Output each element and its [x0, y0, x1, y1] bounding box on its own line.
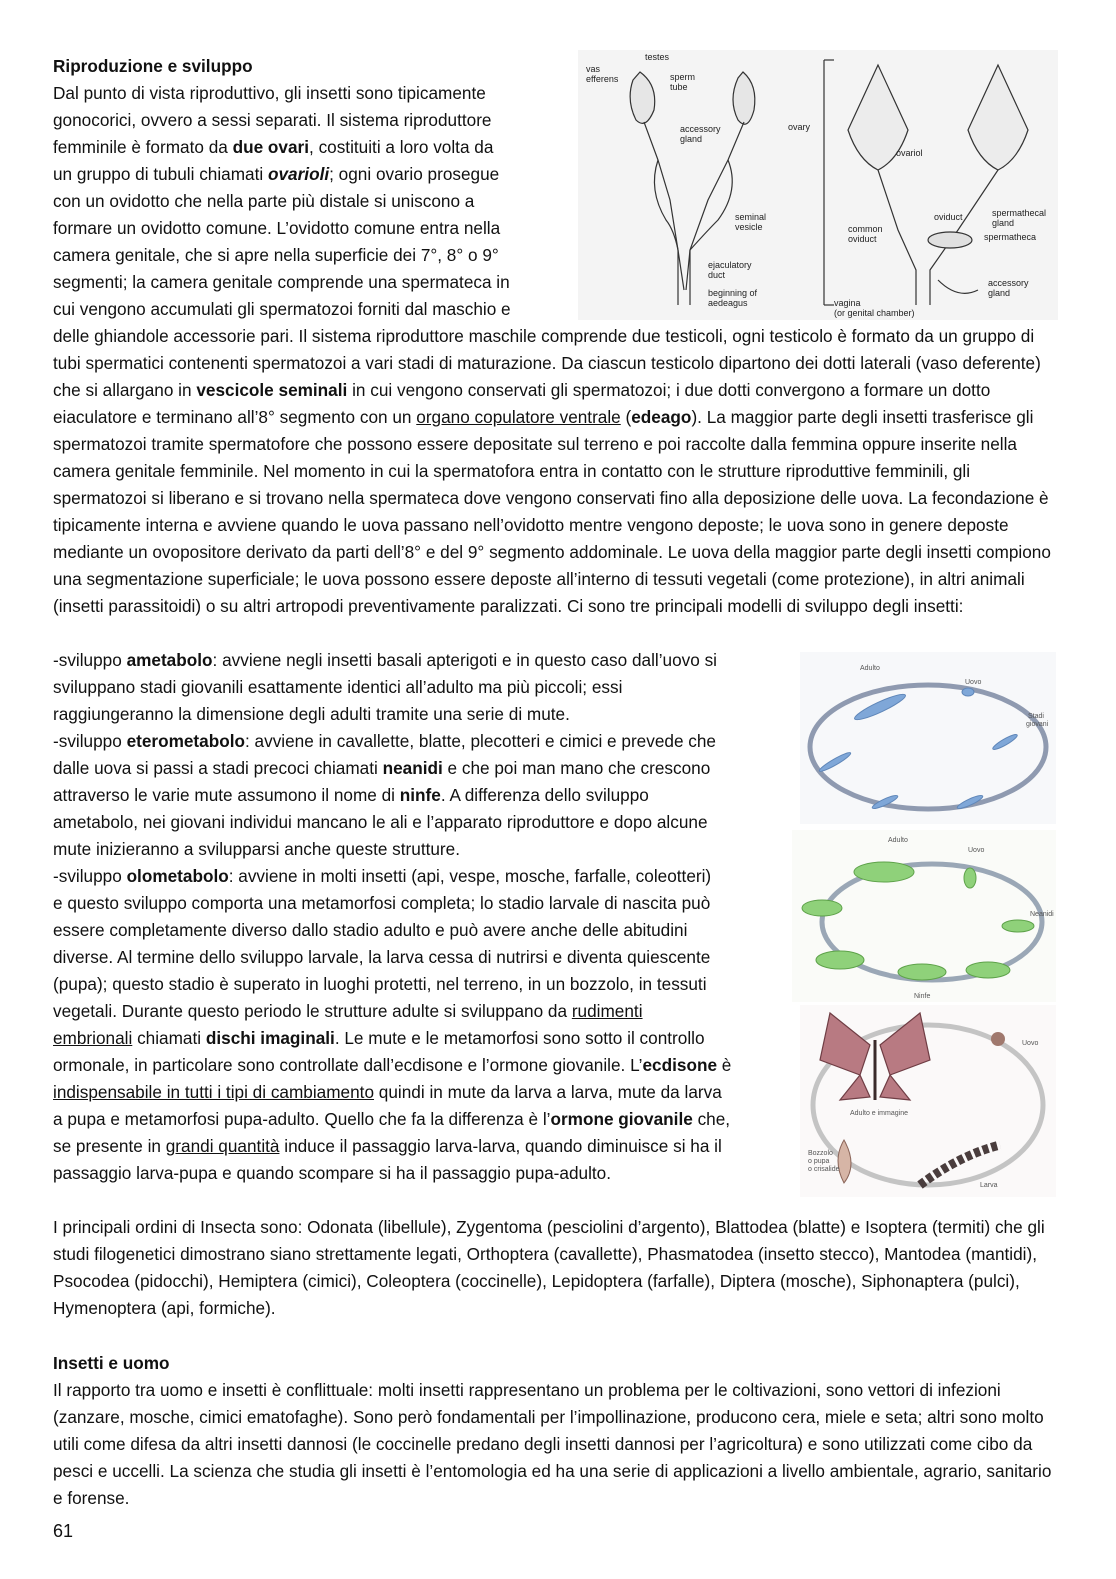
text-line: -sviluppo ametabolo: avviene negli insetti basali apterigoti e in questo caso dall’uovo si — [53, 650, 718, 670]
paragraph-repro: delle ghiandole accessorie pari. Il sistema riproduttore maschile comprende due testicoli, ogni testicolo è formato da un gruppo di tubi spermatici contenenti spermatozoi a vari stadi di maturazione. Da ciascun testicolo dipartono dei dotti laterali (vaso deferente) che si allargano in vescicole seminali in cui vengono conservati gli spermatozoi; i due dotti convergono a formare un dotto eiaculatore e terminano all’8° segmento con un organo copulatore ventrale (edeago). La maggior parte degli insetti trasferisce gli spermatozoi tramite spermatofore che possono essere depositate sul terreno e poi raccolte dalla femmina oppure inserite nella camera genitale femminile. Nel momento in cui la spermatofora entra in contatto con le strutture riproduttive femminili, gli spermatozoi si liberano e si trovano nella spermateca dove vengono conservati fino alla deposizione delle uova. La fecondazione è tipicamente interna e avviene quando le uova passano nell’ovidotto mentre vengono deposte; le uova sono in genere deposte mediante un ovopositore derivato da parti dell’8° e del 9° segmento addominale. Le uova della maggior parte degli insetti compiono una segmentazione superficiale; le uova possono essere deposte all’interno di tessuti vegetali (come protezione), in altri animali (insetti parassitoidi) o su altri artropodi preventivamente paralizzati. Ci sono tre principali modelli di sviluppo degli insetti: — [53, 326, 1051, 616]
text-line: sviluppano stadi giovanili esattamente identici all’adulto ma più piccoli; essi — [53, 677, 623, 697]
label-gland: gland — [680, 134, 703, 144]
label-sperm: sperm — [670, 72, 696, 82]
label-adulto-olo: Adulto e immagine — [850, 1110, 908, 1117]
text-line: femminile è formato da due ovari, costituiti a loro volta da — [53, 137, 494, 157]
label-neanidi: Neanidi — [1030, 911, 1054, 918]
label-larva: Larva — [980, 1182, 998, 1189]
label-ninfe: Ninfe — [914, 993, 931, 1000]
label-ovary: ovary — [788, 122, 811, 132]
label-adulto: Adulto — [860, 665, 880, 672]
label-gland-f2: gland — [988, 288, 1011, 298]
label-uovo-etero: Uovo — [968, 847, 985, 854]
label-uovo: Uovo — [965, 679, 982, 686]
label-giovani: giovani — [1026, 721, 1049, 728]
text-line: mute inizieranno a svilupparsi anche queste strutture. — [53, 839, 460, 859]
text-line: passaggio larva-pupa e quando scompare si ha il passaggio pupa-adulto. — [53, 1163, 612, 1183]
label-crisalide: o crisalide — [808, 1166, 840, 1173]
text-line: -sviluppo olometabolo: avviene in molti insetti (api, vespe, mosche, farfalle, coleotteri) — [53, 866, 712, 886]
text-line: camera genitale, che si apre nella superficie dei 7°, 8° o 9° — [53, 245, 499, 265]
label-seminal: seminal — [735, 212, 767, 222]
text-line: raggiungeranno la dimensione degli adulti tramite una serie di mute. — [53, 704, 570, 724]
text-line: segmenti; la camera genitale comprende una spermateca in — [53, 272, 510, 292]
label-efferens: efferens — [586, 74, 619, 84]
label-ejaculatory: ejaculatory — [708, 260, 752, 270]
text-line: e questo sviluppo comporta una metamorfosi completa; lo stadio larvale di nascita può — [53, 893, 711, 913]
text-line: vegetali. Durante questo periodo le strutture adulte si sviluppano da rudimenti — [53, 1001, 643, 1021]
label-adulto-etero: Adulto — [888, 837, 908, 844]
text-line: (pupa); questo stadio è superato in luoghi protetti, nel terreno, in un bozzolo, in tessuti — [53, 974, 707, 994]
text-line: embrionali chiamati dischi imaginali. Le mute e le metamorfosi sono sotto il controllo — [53, 1028, 705, 1048]
text-line: ormonale, in particolare sono controllate dall’ecdisone e l’ormone giovanile. L’ecdisone è — [53, 1055, 732, 1075]
label-spermathecal: spermathecal — [992, 208, 1047, 218]
text-line: gonocorici, ovvero a sessi separati. Il sistema riproduttore — [53, 110, 492, 130]
section-title-insetti-uomo: Insetti e uomo — [53, 1353, 170, 1373]
paragraph-orders: I principali ordini di Insecta sono: Odonata (libellule), Zygentoma (pesciolini d’argento), Blattodea (blatte) e Isoptera (termiti) che gli studi filogenetici dimostrano siano strettamente legati, Orthoptera (cavallette), Phasmatodea (insetto stecco), Mantodea (mantidi), Psocodea (pidocchi), Hemiptera (cimici), Coleoptera (coccinelle), Lepidoptera (farfalle), Diptera (mosche), Siphonaptera (pulci), Hymenoptera (api, formiche). — [53, 1217, 1045, 1318]
label-common: common — [848, 224, 883, 234]
label-bozzolo: Bozzolo — [808, 1150, 833, 1157]
label-oviduct: oviduct — [934, 212, 963, 222]
label-accessory: accessory — [680, 124, 721, 134]
label-uovo-olo: Uovo — [1022, 1040, 1039, 1047]
label-vas: vas — [586, 64, 601, 74]
paragraph-insetti-uomo: Il rapporto tra uomo e insetti è conflittuale: molti insetti rappresentano un problema per le coltivazioni, sono vettori di infezioni (zanzare, mosche, cimici ematofaghe). Sono però fondamentali per l’impollinazione, producono cera, miele e seta; altri sono molto utili come difesa da altri insetti dannosi (le coccinelle predano degli insetti dannosi per l’agricoltura) e sono utilizzati come cibo da pesci e uccelli. La scienza che studia gli insetti è l’entomologia ed ha una serie di applicazioni a livello ambientale, agrario, sanitario e forense. — [53, 1380, 1052, 1508]
text-line: Dal punto di vista riproduttivo, gli insetti sono tipicamente — [53, 83, 486, 103]
text-line: ametabolo, nei giovani individui mancano le ali e l’apparato riproduttore e dopo alcune — [53, 812, 708, 832]
reproductive-system-figure — [578, 50, 1058, 320]
eterometabolo-cycle-figure — [792, 830, 1056, 1002]
label-pupa: o pupa — [808, 1158, 830, 1165]
text-line: indispensabile in tutti i tipi di cambiamento quindi in mute da larva a larva, mute da larva — [53, 1082, 722, 1102]
text-line: cui vengono accumulati gli spermatozoi forniti dal maschio e — [53, 299, 511, 319]
label-aedeagus: aedeagus — [708, 298, 748, 308]
text-line: se presente in grandi quantità induce il passaggio larva-larva, quando diminuisce si ha il — [53, 1136, 722, 1156]
text-line: diverse. Al termine dello sviluppo larvale, la larva cessa di nutrirsi e diventa quiescente — [53, 947, 711, 967]
text-line: -sviluppo eterometabolo: avviene in cavallette, blatte, plecotteri e cimici e prevede che — [53, 731, 716, 751]
label-accessory-f: accessory — [988, 278, 1029, 288]
text-line: essere completamente diverso dallo stadio adulto e può avere anche delle abitudini — [53, 920, 688, 940]
olometabolo-cycle-figure — [800, 1005, 1056, 1197]
section-title-riproduzione: Riproduzione e sviluppo — [53, 56, 253, 76]
label-duct: duct — [708, 270, 726, 280]
text-line: un gruppo di tubuli chiamati ovarioli; ogni ovario prosegue — [53, 164, 500, 184]
text-line: formare un ovidotto comune. L’ovidotto comune entra nella — [53, 218, 501, 238]
label-gland-f: gland — [992, 218, 1015, 228]
text-line: a pupa e metamorfosi pupa-adulto. Quello che fa la differenza è l’ormone giovanile che, — [53, 1109, 731, 1129]
text-line: attraverso le varie mute assumono il nome di ninfe. A differenza dello sviluppo — [53, 785, 649, 805]
label-vesicle: vesicle — [735, 222, 763, 232]
label-vagina: vagina — [834, 298, 861, 308]
label-oviduct-common: oviduct — [848, 234, 877, 244]
label-beginning-of: beginning of — [708, 288, 758, 298]
ametabolo-cycle-figure — [800, 652, 1056, 824]
label-testes: testes — [645, 52, 670, 62]
text-line: con un ovidotto che nella parte più distale si uniscono a — [53, 191, 475, 211]
label-genital-chamber: (or genital chamber) — [834, 308, 915, 318]
label-ovariol: ovariol — [896, 148, 923, 158]
label-tube: tube — [670, 82, 688, 92]
label-stadi: Stadi — [1028, 713, 1044, 720]
label-spermatheca: spermatheca — [984, 232, 1037, 242]
text-line: dalle uova si passi a stadi precoci chiamati neanidi e che poi man mano che crescono — [53, 758, 711, 778]
page-number: 61 — [53, 1521, 74, 1541]
